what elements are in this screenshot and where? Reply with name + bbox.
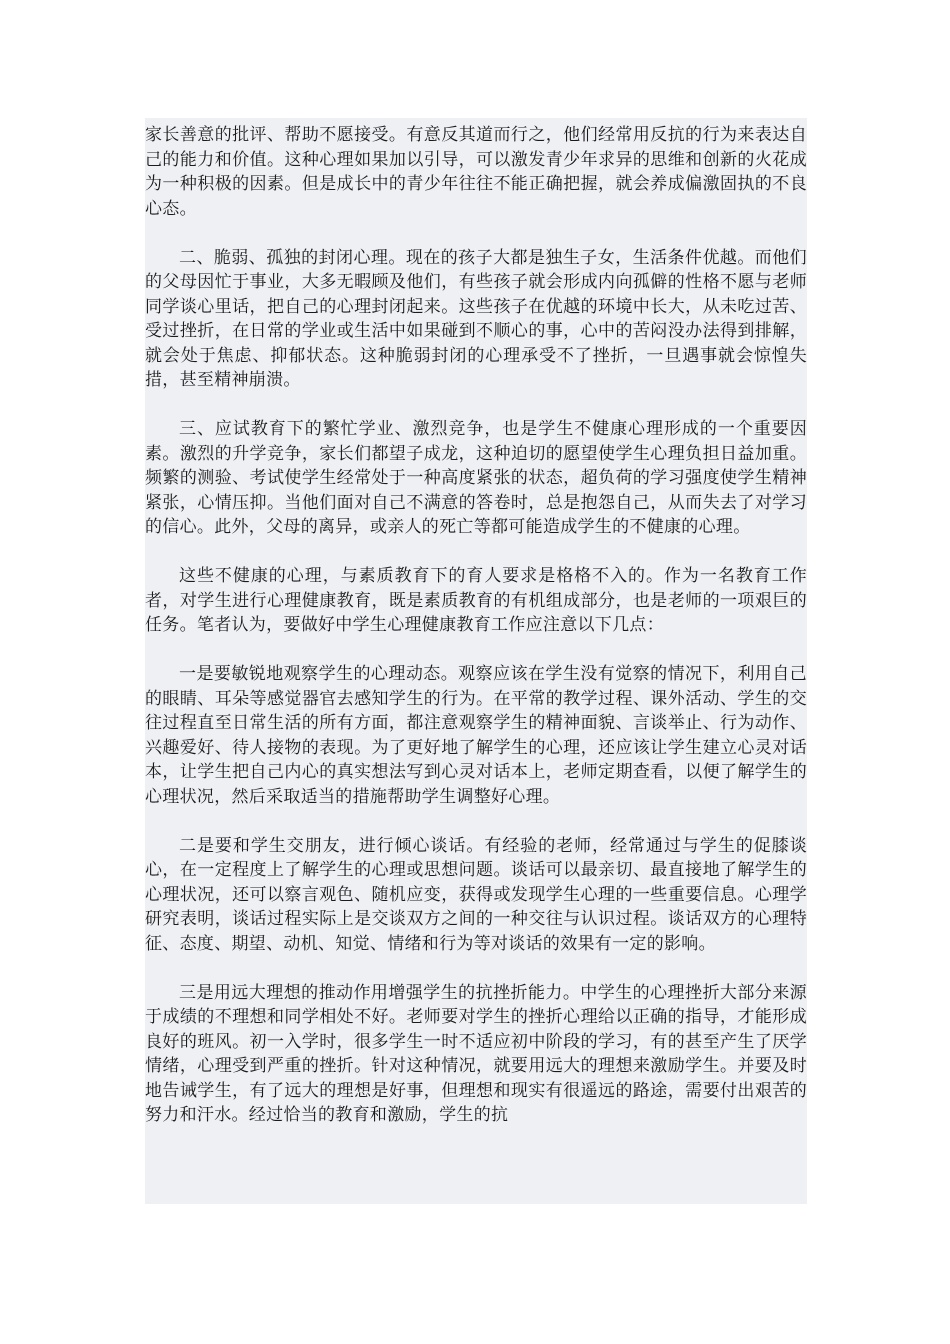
paragraph-gap <box>145 809 807 834</box>
paragraph-gap <box>145 956 807 981</box>
paragraph-1: 家长善意的批评、帮助不愿接受。有意反其道而行之，他们经常用反抗的行为来表达自己的能力和价值。这种心理如果加以引导，可以激发青少年求异的思维和创新的火花成为一种积极的因素。但是成长中的青少年往往不能正确把握，就会养成偏激固执的不良心态。 <box>145 125 807 219</box>
paragraph-gap <box>145 638 807 663</box>
paragraph-gap <box>145 393 807 418</box>
paragraph-2: 二、脆弱、孤独的封闭心理。现在的孩子大都是独生子女，生活条件优越。而他们的父母因忙于事业，大多无暇顾及他们，有些孩子就会形成内向孤僻的性格不愿与老师同学谈心里话，把自己的心理封闭起来。这些孩子在优越的环境中长大，从未吃过苦、受过挫折，在日常的学业或生活中如果碰到不顺心的事，心中的苦闷没办法得到排解，就会处于焦虑、抑郁状态。这种脆弱封闭的心理承受不了挫折，一旦遇事就会惊惶失措，甚至精神崩溃。 <box>145 247 807 390</box>
paragraph-3: 三、应试教育下的繁忙学业、激烈竞争，也是学生不健康心理形成的一个重要因素。激烈的升学竞争，家长们都望子成龙，这种迫切的愿望使学生心理负担日益加重。频繁的测验、考试使学生经常处于一种高度紧张的状态，超负荷的学习强度使学生精神紧张，心情压抑。当他们面对自己不满意的答卷时，总是抱怨自己，从而失去了对学习的信心。此外，父母的离异，或亲人的死亡等都可能造成学生的不健康的心理。 <box>145 419 807 537</box>
paragraph-5: 一是要敏锐地观察学生的心理动态。观察应该在学生没有觉察的情况下，利用自己的眼睛、耳朵等感觉器官去感知学生的行为。在平常的教学过程、课外活动、学生的交往过程直至日常生活的所有方面，都注意观察学生的精神面貌、言谈举止、行为动作、兴趣爱好、待人接物的表现。为了更好地了解学生的心理，还应该让学生建立心灵对话本，让学生把自己内心的真实想法写到心灵对话本上，老师定期查看，以便了解学生的心理状况，然后采取适当的措施帮助学生调整好心理。 <box>145 664 807 807</box>
paragraph-7: 三是用远大理想的推动作用增强学生的抗挫折能力。中学生的心理挫折大部分来源于成绩的不理想和同学相处不好。老师要对学生的挫折心理给以正确的指导，才能形成良好的班风。初一入学时，很多学生一时不适应初中阶段的学习，有的甚至产生了厌学情绪，心理受到严重的挫折。针对这种情况，就要用远大的理想来激励学生。并要及时地告诫学生，有了远大的理想是好事，但理想和现实有很遥远的路途，需要付出艰苦的努力和汗水。经过恰当的教育和激励，学生的抗 <box>145 982 807 1125</box>
body-text-column <box>145 118 807 1204</box>
paragraph-6: 二是要和学生交朋友，进行倾心谈话。有经验的老师，经常通过与学生的促膝谈心，在一定程度上了解学生的心理或思想问题。谈话可以最亲切、最直接地了解学生的心理状况，还可以察言观色、随机应变，获得或发现学生心理的一些重要信息。心理学研究表明，谈话过程实际上是交谈双方之间的一种交往与认识过程。谈话双方的心理特征、态度、期望、动机、知觉、情绪和行为等对谈话的效果有一定的影响。 <box>145 835 807 954</box>
paragraph-gap <box>145 221 807 246</box>
paragraph-4: 这些不健康的心理，与素质教育下的育人要求是格格不入的。作为一名教育工作者，对学生进行心理健康教育，既是素质教育的有机组成部分，也是老师的一项艰巨的任务。笔者认为，要做好中学生心理健康教育工作应注意以下几点： <box>145 566 807 635</box>
paragraph-gap <box>145 540 807 565</box>
